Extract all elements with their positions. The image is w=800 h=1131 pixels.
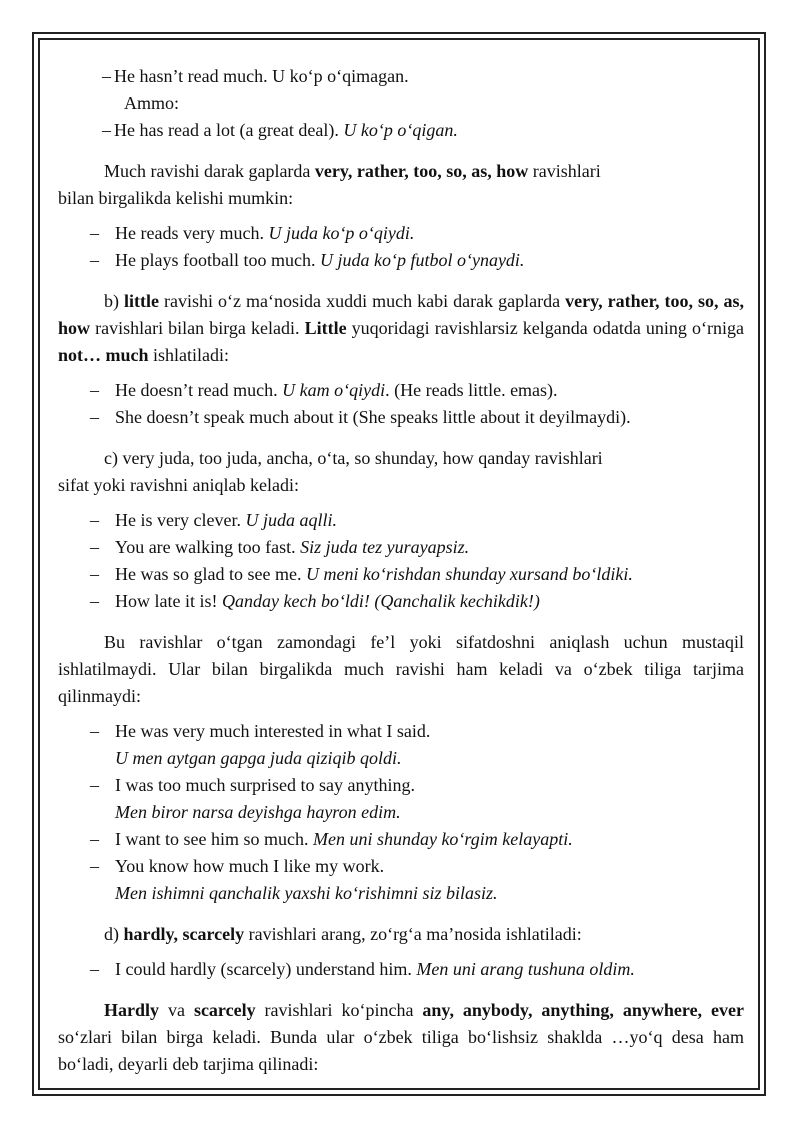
- list-item: [58, 772, 744, 799]
- text-run: ravishi o‘z ma‘nosida xuddi much kabi darak gaplarda: [159, 291, 566, 311]
- example-line: [115, 220, 744, 247]
- example-en: He reads very much.: [115, 223, 269, 243]
- example-uz: [58, 745, 744, 772]
- example-line: [115, 377, 744, 404]
- dash-bullet: –: [90, 591, 99, 611]
- example-en: I want to see him so much.: [115, 829, 313, 849]
- text-run: so‘zlari bilan birga keladi. Bunda ular o‘zbek tiliga bo‘lishsiz shaklda …yo‘q desa ham bo‘ladi, deyarli deb tarjima qilinadi:: [58, 1027, 744, 1074]
- example-en: You are walking too fast.: [115, 537, 301, 557]
- bold-run: Hardly: [104, 1000, 160, 1020]
- text-run: yuqoridagi ravishlarsiz kelganda odatda uning o‘rniga: [346, 318, 744, 338]
- example-en: I could hardly (scarcely) understand him.: [115, 959, 417, 979]
- list-item: [58, 853, 744, 880]
- text-run: d): [104, 924, 124, 944]
- bold-run: not… much: [58, 345, 149, 365]
- list-item: [58, 117, 744, 144]
- text-run: ravishlari bilan birga keladi.: [90, 318, 305, 338]
- list-item: [58, 561, 744, 588]
- example-uz-text: U men aytgan gapga juda qiziqib qoldi.: [115, 748, 402, 768]
- paragraph-hardly-scarcely: [58, 997, 744, 1078]
- example-en: He was very much interested in what I said.: [115, 721, 431, 741]
- list-item: [58, 826, 744, 853]
- dash-bullet: –: [90, 856, 99, 876]
- dash-bullet: –: [90, 510, 99, 530]
- example-en: I was too much surprised to say anything.: [115, 775, 415, 795]
- bold-run: any, anybody, anything, anywhere, ever: [422, 1000, 744, 1020]
- text-run: ishlatiladi:: [148, 345, 230, 365]
- dash-bullet: –: [90, 564, 99, 584]
- list-item: [58, 718, 744, 745]
- paragraph-little: [58, 288, 744, 369]
- example-uz: Siz juda tez yurayapsiz.: [300, 537, 470, 557]
- bold-run: very, rather, too, so, as, how: [314, 161, 529, 181]
- bold-run: very, rather, too, so, as, how: [58, 291, 745, 338]
- dash-bullet: –: [90, 407, 99, 427]
- example-line: [115, 247, 744, 274]
- example-en: He hasn’t read much. U ko‘p o‘qimagan.: [114, 66, 409, 86]
- example-line: [115, 534, 744, 561]
- example-en: He has read a lot (a great deal).: [114, 120, 344, 140]
- example-line: [115, 561, 744, 588]
- document-body: [58, 63, 744, 1078]
- dash-bullet: –: [90, 250, 99, 270]
- example-line: [115, 507, 744, 534]
- paragraph-hardly: [58, 921, 744, 948]
- example-uz: U juda aqlli.: [245, 510, 337, 530]
- list-item: [58, 507, 744, 534]
- dash-bullet: –: [90, 537, 99, 557]
- dash-bullet: –: [102, 120, 111, 140]
- text-run: ravishlari: [528, 161, 601, 181]
- paragraph-much-line2: bilan birgalikda kelishi mumkin:: [58, 188, 294, 208]
- paragraph-very: c) very juda, too juda, ancha, o‘ta, so shunday, how qanday ravishlari: [104, 448, 603, 468]
- example-uz: U meni ko‘rishdan shunday xursand bo‘ldiki.: [305, 564, 633, 584]
- example-en: You know how much I like my work.: [115, 856, 385, 876]
- paragraph-very-line2: sifat yoki ravishni aniqlab keladi:: [58, 475, 299, 495]
- text-run: Much ravishi darak gaplarda: [104, 161, 315, 181]
- dash-bullet: –: [90, 223, 99, 243]
- example-note: . (He reads little. emas).: [385, 380, 558, 400]
- example-en: He is very clever.: [115, 510, 246, 530]
- example-uz: U kam o‘qiydi: [282, 380, 386, 400]
- dash-bullet: –: [90, 721, 99, 741]
- example-line: [115, 956, 744, 983]
- example-en: He was so glad to see me.: [115, 564, 306, 584]
- example-uz: Qanday kech bo‘ldi! (Qanchalik kechikdik!): [221, 591, 540, 611]
- dash-bullet: –: [102, 66, 111, 86]
- list-item: [58, 956, 744, 983]
- list-item: [58, 247, 744, 274]
- example-uz: [58, 799, 744, 826]
- text-run: ravishlari arang, zo‘rg‘a ma’nosida ishlatiladi:: [244, 924, 582, 944]
- list-item: [58, 63, 744, 90]
- example-uz-text: Men ishimni qanchalik yaxshi ko‘rishimni siz bilasiz.: [115, 883, 498, 903]
- text-run: b): [104, 291, 125, 311]
- bold-run: scarcely: [193, 1000, 256, 1020]
- list-item: [58, 534, 744, 561]
- dash-bullet: –: [90, 775, 99, 795]
- example-line: [114, 117, 458, 144]
- dash-bullet: –: [90, 829, 99, 849]
- list-item: [58, 377, 744, 404]
- bold-run: Little: [304, 318, 347, 338]
- example-en: He plays football too much.: [115, 250, 320, 270]
- list-item: [58, 588, 744, 615]
- example-uz: U ko‘p o‘qigan.: [343, 120, 458, 140]
- ammo-label: Ammo:: [124, 93, 180, 113]
- bold-run: little: [124, 291, 160, 311]
- bold-run: hardly, scarcely: [123, 924, 245, 944]
- text-run: va: [159, 1000, 194, 1020]
- example-en: He doesn’t read much.: [115, 380, 283, 400]
- list-item: [58, 404, 744, 431]
- example-en: She doesn’t speak much about it (She speaks little about it deyilmaydi).: [115, 407, 631, 427]
- dash-bullet: –: [90, 380, 99, 400]
- example-uz: U juda ko‘p o‘qiydi.: [268, 223, 415, 243]
- example-uz: U juda ko‘p futbol o‘ynaydi.: [319, 250, 525, 270]
- text-run: ravishlari ko‘pincha: [255, 1000, 423, 1020]
- paragraph-past-participle: Bu ravishlar o‘tgan zamondagi fe’l yoki sifatdoshni aniqlash uchun mustaqil ishlatilmaydi. Ular bilan birgalikda much ravishi ham keladi va o‘zbek tiliga tarjima qilinmaydi:: [58, 632, 744, 706]
- example-en: How late it is!: [115, 591, 222, 611]
- example-uz-text: Men biror narsa deyishga hayron edim.: [115, 802, 401, 822]
- dash-bullet: –: [90, 959, 99, 979]
- example-line: [115, 588, 744, 615]
- example-line: [115, 826, 744, 853]
- example-uz: Men uni shunday ko‘rgim kelayapti.: [312, 829, 573, 849]
- example-uz: [58, 880, 744, 907]
- example-uz: Men uni arang tushuna oldim.: [416, 959, 635, 979]
- list-item: [58, 220, 744, 247]
- paragraph-much: [58, 158, 744, 185]
